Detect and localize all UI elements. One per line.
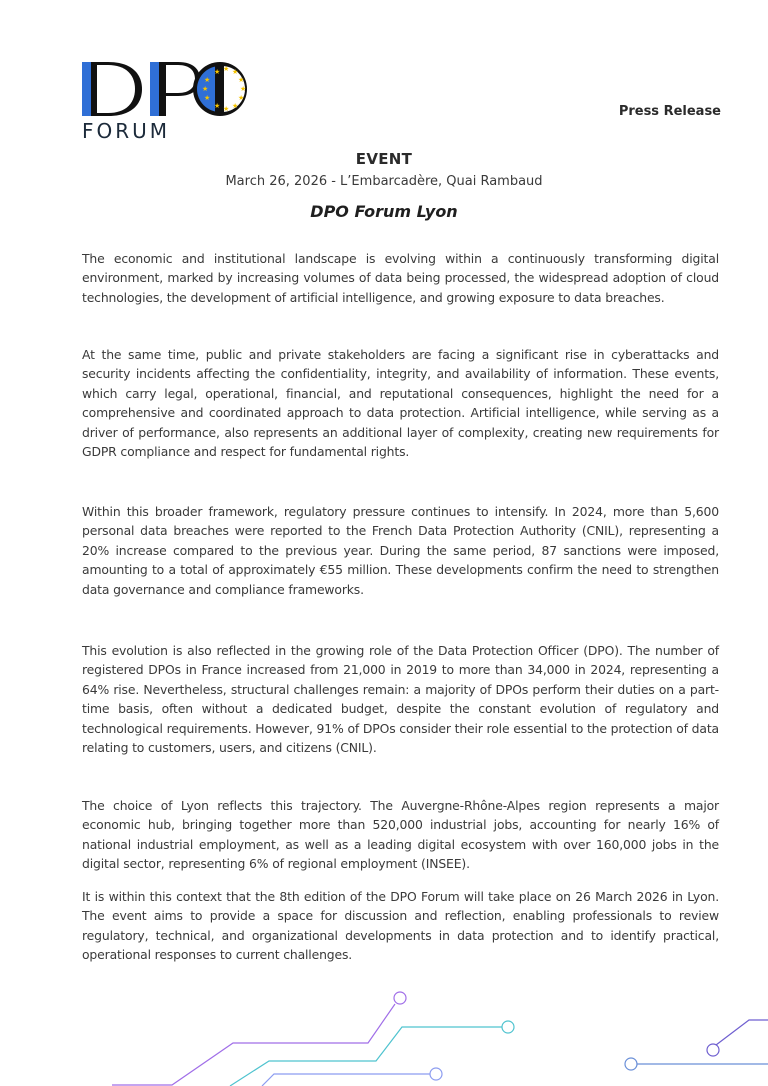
svg-text:★: ★: [204, 76, 211, 84]
svg-text:★: ★: [240, 85, 247, 93]
circuit-line-teal: [230, 1021, 514, 1086]
paragraph-regulatory-pressure: Within this broader framework, regulatory pressure continues to intensify. In 2024, more than 5,600 personal data breaches were reported to the French Data Protection Authority (CNIL), representing a 20% increase compared to the previous year. During the same period, 87 sanctions were imposed, amounting to a total of approximately €55 million. These developments confirm the need to strengthen data governance and compliance frameworks.: [82, 504, 719, 597]
svg-text:★: ★: [202, 85, 209, 93]
circuit-node-icon: [707, 1044, 719, 1056]
logo-d-blue-bar: [82, 62, 91, 116]
circuit-line-periwinkle: [262, 1068, 442, 1086]
logo-forum-text: FORUM: [82, 119, 171, 143]
event-name: DPO Forum Lyon: [310, 202, 458, 221]
svg-text:★: ★: [232, 68, 239, 76]
circuit-decoration: [0, 960, 768, 1086]
circuit-line-violet: [707, 1020, 768, 1056]
logo-forum-wordmark: [82, 120, 170, 142]
logo-p-blue-bar: [150, 62, 159, 116]
paragraph-landscape: The economic and institutional landscape is evolving within a continuously transforming digital environment, marked by increasing volumes of data being processed, the widespread adoption of cloud technologies, the development of artificial intelligence, and growing exposure to data breaches.: [82, 251, 719, 305]
paragraph-cyberattacks: At the same time, public and private stakeholders are facing a significant rise in cyberattacks and security incidents affecting the confidentiality, integrity, and availability of information. These events, which carry legal, operational, financial, and reputational consequences, highlight the need for a comprehensive and coordinated approach to data protection. Artificial intelligence, while serving as a driver of performance, also represents an additional layer of complexity, creating new requirements for GDPR compliance and respect for fundamental rights.: [82, 347, 719, 460]
circuit-node-icon: [430, 1068, 442, 1080]
paragraph-forum-edition: It is within this context that the 8th edition of the DPO Forum will take place on 26 March 2026 in Lyon. The event aims to provide a space for discussion and reflection, enabling professionals to review regulatory, technical, and organizational developments in data protection and to identify practical, operational responses to current challenges.: [82, 889, 719, 963]
circuit-node-icon: [394, 992, 406, 1004]
circuit-line-blue: [625, 1058, 768, 1070]
svg-text:★: ★: [238, 76, 245, 84]
svg-text:★: ★: [238, 94, 245, 102]
press-release-label: Press Release: [618, 104, 721, 119]
circuit-line-purple: [112, 992, 406, 1085]
event-label: EVENT: [355, 150, 413, 168]
paragraph-lyon-choice: The choice of Lyon reflects this trajectory. The Auvergne-Rhône-Alpes region represents a major economic hub, bringing together more than 520,000 industrial jobs, accounting for nearly 16% of national industrial employment, as well as a leading digital ecosystem with over 160,000 jobs in the digital sector, representing 6% of regional employment (INSEE).: [82, 798, 719, 872]
svg-text:★: ★: [223, 65, 230, 73]
event-date-location: March 26, 2026 - L’Embarcadère, Quai Rambaud: [225, 174, 543, 189]
paragraph-dpo-role: This evolution is also reflected in the growing role of the Data Protection Officer (DPO). The number of registered DPOs in France increased from 21,000 in 2019 to more than 34,000 in 2024, representing a 64% rise. Nevertheless, structural challenges remain: a majority of DPOs perform their duties on a part-time basis, often without a dedicated budget, despite the constant evolution of regulatory and technological requirements. However, 91% of DPOs consider their role essential to the protection of data relating to customers, users, and citizens (CNIL).: [82, 643, 719, 756]
svg-text:★: ★: [232, 102, 239, 110]
eu-flag-o-icon: [193, 62, 247, 116]
dpo-logo-mark: [80, 60, 250, 120]
svg-text:★: ★: [214, 102, 221, 110]
svg-text:★: ★: [214, 68, 221, 76]
circuit-node-icon: [502, 1021, 514, 1033]
svg-text:★: ★: [204, 94, 211, 102]
svg-text:★: ★: [223, 105, 230, 113]
circuit-node-icon: [625, 1058, 637, 1070]
